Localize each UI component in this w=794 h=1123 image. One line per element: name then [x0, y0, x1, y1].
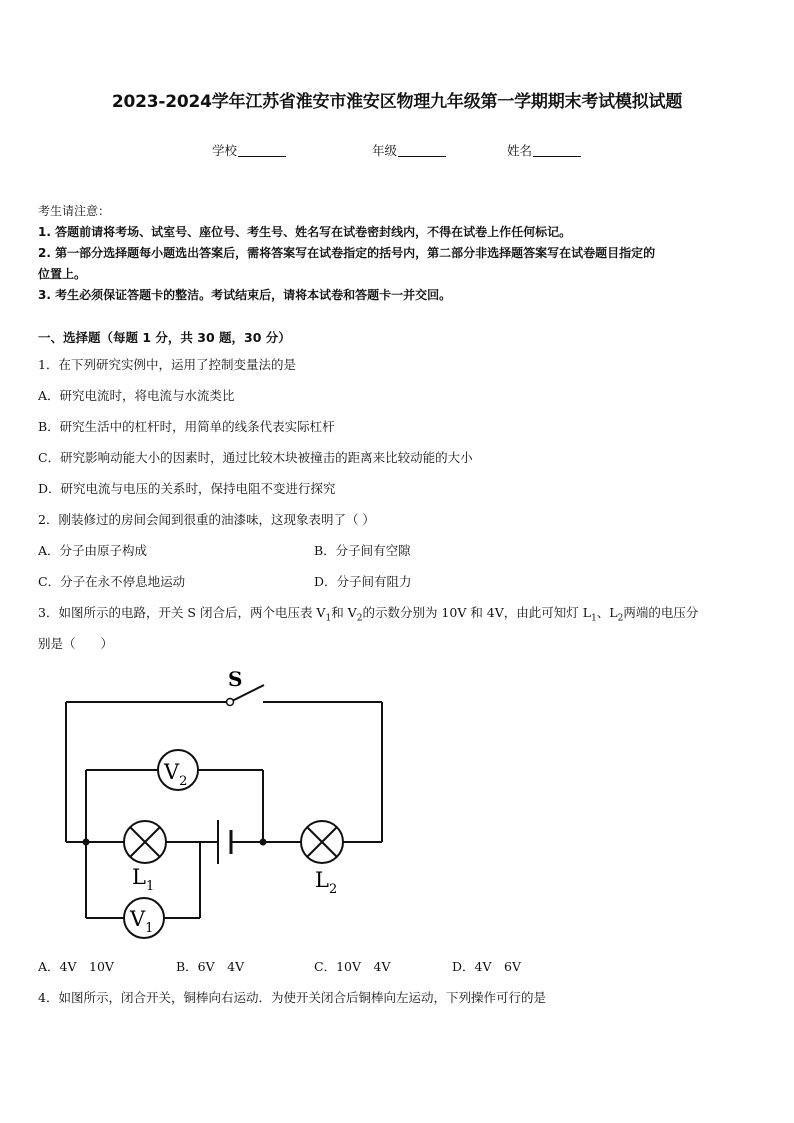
notice-item-2-cont: 位置上。: [38, 267, 87, 281]
voltmeter-v1-label: $V_1$: [130, 907, 154, 936]
q4-stem: 4．如图所示，闭合开关，铜棒向右运动．为使开关闭合后铜棒向左运动，下列操作可行的是: [38, 990, 546, 1005]
school-label: 学校: [212, 143, 238, 158]
lamp-l2-label: $L_2$: [315, 868, 338, 897]
name-label: 姓名: [507, 143, 533, 158]
q1-option-a: A．研究电流时，将电流与水流类比: [38, 388, 235, 403]
q1-stem: 1．在下列研究实例中，运用了控制变量法的是: [38, 357, 296, 372]
q1-option-c: C．研究影响动能大小的因素时，通过比较木块被撞击的距离来比较动能的大小: [38, 450, 473, 465]
switch-label: S: [228, 667, 243, 691]
q3-option-c: C．10V 4V: [314, 959, 391, 974]
junction-right: [260, 839, 267, 846]
q3-option-b: B．6V 4V: [176, 959, 245, 974]
page-title: 2023-2024学年江苏省淮安市淮安区物理九年级第一学期期末考试模拟试题: [111, 92, 683, 112]
q3-option-a: A．4V 10V: [38, 959, 114, 974]
lamp-l1-label: $L_1$: [132, 865, 155, 894]
q3-option-d: D．4V 6V: [452, 959, 521, 974]
section-heading: 一、选择题（每题 1 分，共 30 题，30 分）: [38, 330, 291, 345]
notice-item-1: 1. 答题前请将考场、试室号、座位号、考生号、姓名写在试卷密封线内，不得在试卷上作任何标记。: [38, 225, 572, 239]
voltmeter-v2-label: $V_2$: [164, 760, 188, 789]
q2-stem: 2．刚装修过的房间会闻到很重的油漆味，这现象表明了（ ）: [38, 512, 375, 527]
q2-option-a: A．分子由原子构成: [38, 543, 148, 558]
q2-option-c: C．分子在永不停息地运动: [38, 574, 186, 589]
q1-option-d: D．研究电流与电压的关系时，保持电阻不变进行探究: [38, 481, 336, 496]
q3-stem: 3．如图所示的电路，开关 S 闭合后，两个电压表 $V_1$和 $V_2$的示数分别为 10V 和 4V，由此可知灯 $L_1$、$L_2$两端的电压分: [38, 605, 699, 624]
notice-item-2: 2. 第一部分选择题每小题选出答案后，需将答案写在试卷指定的括号内，第二部分非选择题答案写在试卷题目指定的: [38, 246, 656, 260]
notice-label: 考生请注意：: [38, 204, 111, 218]
grade-label: 年级: [372, 143, 398, 158]
q2-option-b: B．分子间有空隙: [314, 543, 411, 558]
notice-item-3: 3. 考生必须保证答题卡的整洁。考试结束后，请将本试卷和答题卡一并交回。: [38, 288, 452, 302]
q3-stem-line2: 别是（ ）: [38, 636, 114, 651]
junction-left: [83, 839, 90, 846]
q1-option-b: B．研究生活中的杠杆时，用简单的线条代表实际杠杆: [38, 419, 335, 434]
q2-option-d: D．分子间有阻力: [314, 574, 412, 589]
switch-pivot: [227, 699, 234, 706]
